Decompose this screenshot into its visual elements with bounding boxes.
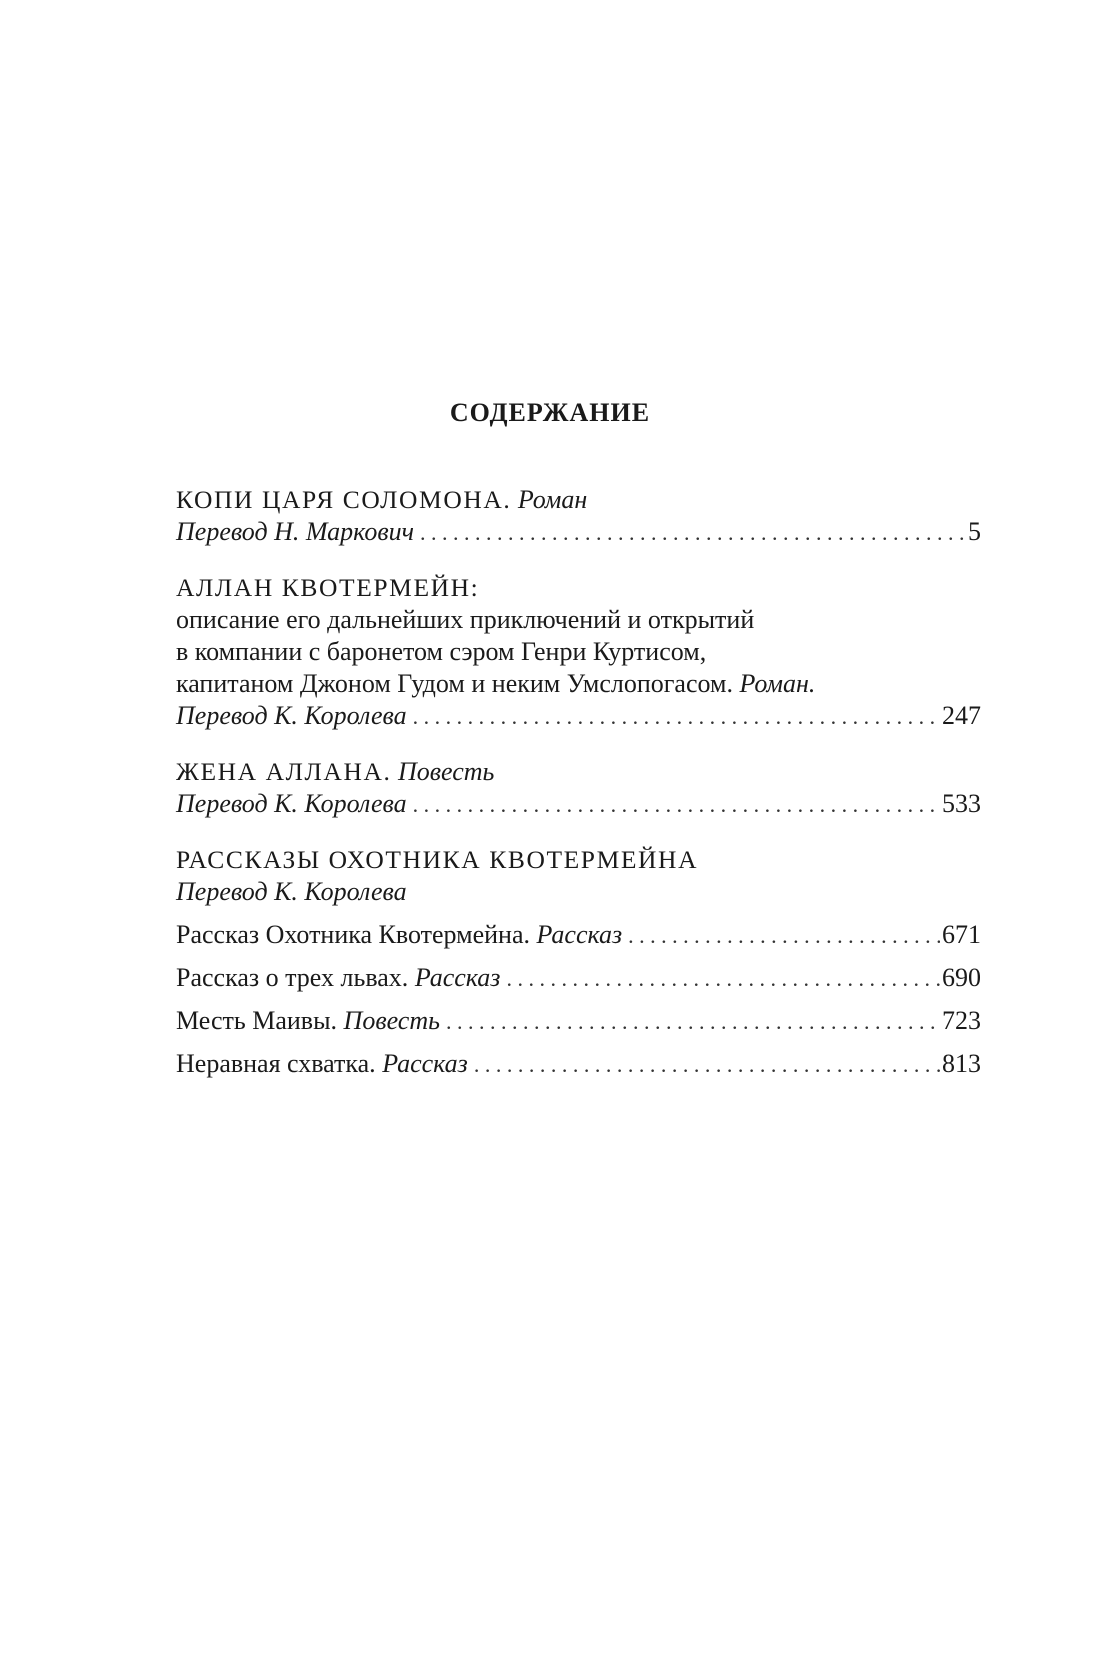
work-subtitle-line: описание его дальнейших приключений и открытий (176, 605, 755, 634)
table-of-contents (176, 484, 981, 1080)
story-label (176, 919, 628, 951)
translator: Перевод К. Королева (176, 877, 407, 906)
story-row (176, 962, 981, 994)
toc-entry-title (176, 844, 981, 876)
work-kind: Роман. (739, 669, 816, 698)
work-subtitle-line: в компании с баронетом сэром Генри Куртисом, (176, 637, 707, 666)
dot-leader (413, 789, 940, 821)
story-title: Рассказ о трех львах. (176, 963, 409, 992)
story-label (176, 962, 506, 994)
work-subtitle-line (176, 668, 981, 700)
story-label (176, 1005, 446, 1037)
toc-entry-translator-row (176, 700, 981, 732)
page-number: 723 (942, 1006, 981, 1035)
page-number: 813 (942, 1049, 981, 1078)
toc-entry-title (176, 484, 981, 516)
dot-leader (506, 963, 940, 995)
story-row (176, 919, 981, 951)
dot-leader (446, 1006, 940, 1038)
story-title: Рассказ Охотника Квотермейна. (176, 920, 531, 949)
story-row (176, 1005, 981, 1037)
page-number: 690 (942, 963, 981, 992)
toc-entry-translator-row (176, 516, 981, 548)
translator: Перевод К. Королева (176, 789, 407, 818)
dot-leader (413, 701, 940, 733)
work-title: ЖЕНА АЛЛАНА. (176, 757, 392, 786)
page-number: 533 (942, 789, 981, 818)
dot-leader (420, 517, 966, 549)
story-row (176, 1048, 981, 1080)
story-title: Неравная схватка. (176, 1049, 376, 1078)
page-number: 671 (942, 920, 981, 949)
work-title: РАССКАЗЫ ОХОТНИКА КВОТЕРМЕЙНА (176, 845, 699, 874)
work-title: АЛЛАН КВОТЕРМЕЙН: (176, 573, 480, 602)
dot-leader (628, 920, 940, 952)
page-number: 5 (968, 517, 981, 546)
work-kind: Роман (517, 485, 588, 514)
story-kind: Повесть (343, 1006, 440, 1035)
page-number: 247 (942, 701, 981, 730)
translator: Перевод Н. Маркович (176, 517, 415, 546)
work-title: КОПИ ЦАРЯ СОЛОМОНА. (176, 485, 512, 514)
story-kind: Рассказ (414, 963, 501, 992)
work-subtitle-text: капитаном Джоном Гудом и неким Умслопогасом. (176, 669, 733, 698)
translator: Перевод К. Королева (176, 701, 407, 730)
toc-entry-title (176, 572, 981, 604)
work-kind: Повесть (397, 757, 495, 786)
toc-entry-translator-row (176, 788, 981, 820)
dot-leader (474, 1049, 940, 1081)
story-kind: Рассказ (536, 920, 623, 949)
story-title: Месть Маивы. (176, 1006, 338, 1035)
page-title: СОДЕРЖАНИЕ (449, 398, 651, 427)
toc-entry-title (176, 756, 981, 788)
story-label (176, 1048, 474, 1080)
story-kind: Рассказ (382, 1049, 468, 1078)
